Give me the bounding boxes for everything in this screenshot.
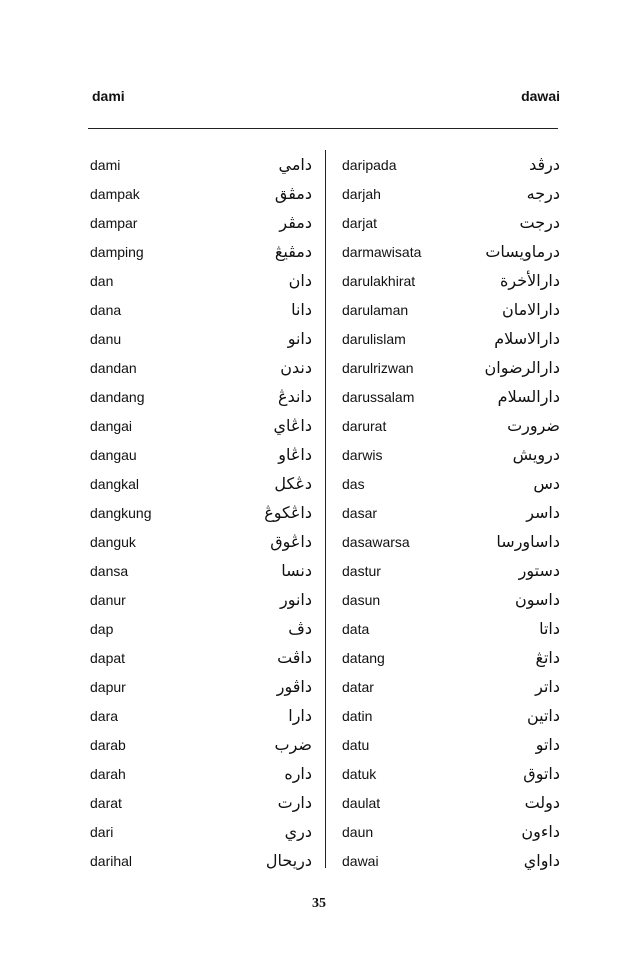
entry-jawi: دڠکل (274, 474, 312, 493)
entry-jawi: درويش (512, 445, 560, 464)
dictionary-entry (90, 672, 312, 701)
dictionary-entry (342, 208, 560, 237)
entry-latin: dangau (90, 446, 137, 463)
dictionary-entry (342, 324, 560, 353)
dictionary-entry (90, 730, 312, 759)
entry-latin: darulaman (342, 301, 409, 318)
dictionary-entry (342, 469, 560, 498)
dictionary-entry (90, 846, 312, 875)
entry-jawi: دمڤيڠ (274, 242, 312, 261)
entry-jawi: دامي (278, 155, 312, 174)
entry-latin: damping (90, 243, 144, 260)
entry-jawi: داندڠ (278, 387, 312, 406)
entry-latin: dastur (342, 562, 381, 579)
entry-latin: dangkal (90, 475, 140, 492)
dictionary-entry (90, 295, 312, 324)
dictionary-entry (342, 295, 560, 324)
dictionary-entry (342, 788, 560, 817)
entry-jawi: داساورسا (496, 532, 560, 551)
entry-latin: danu (90, 330, 122, 347)
entry-jawi: دارالامان (501, 300, 560, 319)
entry-jawi: درجه (526, 184, 560, 203)
entry-latin: darab (90, 736, 126, 753)
entry-jawi: دارت (277, 793, 312, 812)
dictionary-entry (342, 556, 560, 585)
entry-jawi: داڠاي (273, 416, 312, 435)
dictionary-entry (90, 382, 312, 411)
entry-latin: darulakhirat (342, 272, 416, 289)
dictionary-entry (90, 527, 312, 556)
running-head-first-word: dami (92, 88, 125, 104)
entry-jawi: ضرب (274, 735, 312, 754)
entry-jawi: دارالرضوان (484, 358, 560, 377)
dictionary-entry (342, 701, 560, 730)
dictionary-entry (342, 237, 560, 266)
left-column (90, 150, 312, 875)
dictionary-entry (90, 759, 312, 788)
entry-latin: dari (90, 823, 114, 840)
dictionary-entry (342, 150, 560, 179)
entry-jawi: ضرورت (507, 416, 560, 435)
entry-jawi: دانور (279, 590, 312, 609)
entry-jawi: دارالأخرة (500, 271, 560, 290)
running-head-last-word: dawai (521, 88, 560, 104)
entry-jawi: داسون (515, 590, 560, 609)
entry-jawi: دولت (524, 793, 560, 812)
entry-latin: darihal (90, 852, 133, 869)
entry-latin: datu (342, 736, 370, 753)
entry-jawi: داتا (539, 619, 560, 638)
dictionary-entry (90, 817, 312, 846)
dictionary-entry (342, 846, 560, 875)
entry-jawi: داڤت (277, 648, 312, 667)
dictionary-entry (90, 469, 312, 498)
entry-jawi: داڤور (276, 677, 312, 696)
entry-latin: dasun (342, 591, 381, 608)
entry-jawi: دستور (518, 561, 560, 580)
entry-jawi: دريحال (265, 851, 312, 870)
page-number: 35 (312, 896, 326, 911)
dictionary-entry (342, 179, 560, 208)
dictionary-entry (90, 324, 312, 353)
header-rule (88, 128, 558, 129)
dictionary-entry (90, 266, 312, 295)
entry-latin: dampar (90, 214, 138, 231)
entry-jawi: دارالسلام (497, 387, 560, 406)
entry-latin: datuk (342, 765, 377, 782)
dictionary-entry (90, 179, 312, 208)
dictionary-entry (90, 585, 312, 614)
entry-latin: daun (342, 823, 374, 840)
entry-latin: darat (90, 794, 122, 811)
entry-latin: data (342, 620, 370, 637)
entry-jawi: داڠکوڠ (264, 503, 312, 522)
dictionary-entry (342, 643, 560, 672)
dictionary-entry (342, 672, 560, 701)
dictionary-entry (342, 411, 560, 440)
entry-latin: daripada (342, 156, 397, 173)
entry-latin: dangai (90, 417, 133, 434)
entry-latin: dan (90, 272, 114, 289)
entry-latin: datang (342, 649, 385, 666)
entry-jawi: داسر (526, 503, 560, 522)
entry-jawi: داءون (521, 822, 560, 841)
entry-jawi: دمڤر (279, 213, 312, 232)
entry-latin: darussalam (342, 388, 415, 405)
entry-latin: danur (90, 591, 126, 608)
entry-jawi: داتڠ (535, 648, 560, 667)
entry-latin: dangkung (90, 504, 152, 521)
entry-latin: dasar (342, 504, 378, 521)
dictionary-entry (90, 614, 312, 643)
entry-latin: dana (90, 301, 122, 318)
dictionary-entry (90, 788, 312, 817)
entry-jawi: داتر (535, 677, 560, 696)
entry-jawi: داتين (526, 706, 560, 725)
entry-latin: dansa (90, 562, 129, 579)
entry-latin: darurat (342, 417, 387, 434)
entry-jawi: دان (288, 271, 312, 290)
dictionary-entry (90, 556, 312, 585)
dictionary-entry (90, 208, 312, 237)
right-column (342, 150, 560, 875)
entry-latin: dara (90, 707, 119, 724)
dictionary-entry (90, 353, 312, 382)
dictionary-entry (342, 585, 560, 614)
dictionary-entry (90, 237, 312, 266)
entry-jawi: دانا (291, 300, 312, 319)
entry-latin: dap (90, 620, 114, 637)
entry-latin: dampak (90, 185, 140, 202)
entry-latin: datin (342, 707, 373, 724)
dictionary-entry (342, 353, 560, 382)
dictionary-entry (342, 817, 560, 846)
entry-jawi: دنسا (281, 561, 312, 580)
dictionary-entry (90, 498, 312, 527)
column-divider (325, 150, 326, 868)
dictionary-entry (90, 150, 312, 179)
entry-latin: dapur (90, 678, 126, 695)
dictionary-entry (342, 527, 560, 556)
entry-latin: dawai (342, 852, 379, 869)
entry-latin: dami (90, 156, 121, 173)
entry-jawi: دارا (288, 706, 312, 725)
entry-latin: darah (90, 765, 126, 782)
entry-jawi: دس (533, 474, 560, 493)
entry-latin: das (342, 475, 365, 492)
entry-jawi: دانو (287, 329, 312, 348)
dictionary-entry (342, 266, 560, 295)
entry-latin: darulrizwan (342, 359, 414, 376)
entry-latin: darmawisata (342, 243, 422, 260)
dictionary-entry (342, 382, 560, 411)
entry-jawi: دارالاسلام (494, 329, 560, 348)
dictionary-entry (90, 643, 312, 672)
entry-jawi: درڤد (529, 155, 560, 174)
dictionary-entry (342, 759, 560, 788)
entry-latin: darwis (342, 446, 383, 463)
dictionary-entry (342, 440, 560, 469)
entry-latin: dandan (90, 359, 137, 376)
entry-jawi: داره (284, 764, 312, 783)
dictionary-entry (342, 498, 560, 527)
entry-jawi: دمڤق (274, 184, 312, 203)
entry-jawi: داواي (523, 851, 560, 870)
dictionary-entry (342, 730, 560, 759)
entry-latin: datar (342, 678, 374, 695)
entry-jawi: داڠاو (278, 445, 312, 464)
entry-jawi: داتوق (523, 764, 560, 783)
entry-jawi: دري (284, 822, 312, 841)
entry-latin: dandang (90, 388, 145, 405)
entry-jawi: درماويسات (485, 242, 560, 261)
dictionary-entry (90, 440, 312, 469)
dictionary-entry (90, 411, 312, 440)
entry-latin: danguk (90, 533, 136, 550)
entry-jawi: داڠوق (270, 532, 312, 551)
entry-latin: darjah (342, 185, 381, 202)
entry-jawi: داتو (535, 735, 560, 754)
entry-latin: darjat (342, 214, 378, 231)
entry-latin: darulislam (342, 330, 406, 347)
entry-jawi: دندن (280, 358, 312, 377)
entry-latin: dapat (90, 649, 126, 666)
entry-latin: dasawarsa (342, 533, 410, 550)
entry-jawi: دڤ (288, 619, 312, 638)
entry-latin: daulat (342, 794, 381, 811)
dictionary-entry (90, 701, 312, 730)
dictionary-entry (342, 614, 560, 643)
entry-jawi: درجت (519, 213, 560, 232)
